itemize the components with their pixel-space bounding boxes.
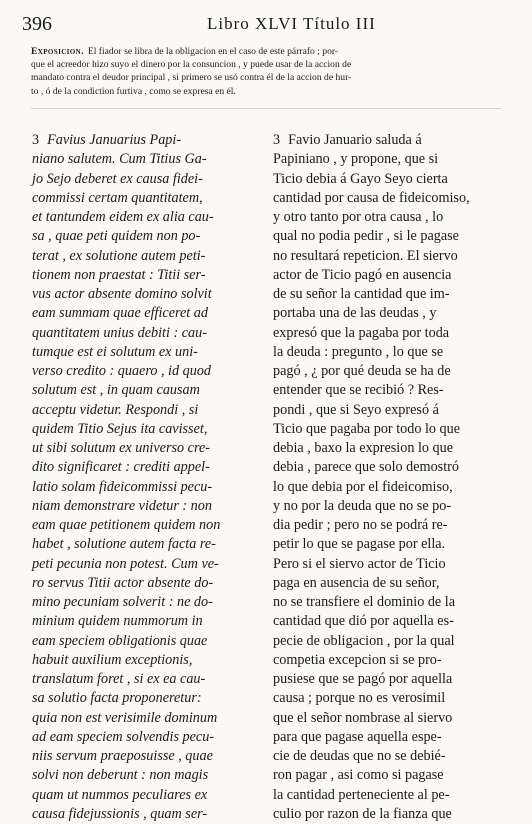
- latin-line: ut sibi solutum ex universo cre-: [32, 440, 210, 456]
- spanish-line: petir lo que se pagase por ella.: [273, 536, 446, 553]
- latin-line: solvi non deberunt : non magis: [32, 767, 209, 784]
- spanish-line: ron pagar , asi como si pagase: [273, 767, 444, 784]
- spanish-line-text: Favio Januario saluda á: [288, 132, 422, 148]
- latin-line: sa , quae peti quidem non po-: [32, 228, 201, 245]
- latin-line: solutum est , in quam causam: [32, 382, 200, 399]
- spanish-line: debia , baxo la expresion lo que: [273, 440, 454, 456]
- latin-line: niis servum praeposuisse , quae: [32, 748, 213, 764]
- latin-line: sa solutio facta proponeretur:: [32, 690, 202, 707]
- latin-line: verso credito : quaero , id quod: [32, 363, 212, 379]
- latin-line: eam quae petitionem quidem non: [32, 517, 221, 533]
- spanish-line: pusiese que se pagó por aquella: [273, 671, 453, 687]
- spanish-line: qual no podia pedir , si le pagase: [273, 228, 459, 245]
- exposition-line-2: que el acreedor hizo suyo el dinero por la consuncion , y puede usar de la accion de: [31, 59, 352, 71]
- page-number: 396: [22, 13, 52, 35]
- latin-line: terat , ex solutione autem peti-: [32, 247, 206, 264]
- latin-line: peti pecunia non potest. Cum ve-: [32, 555, 219, 572]
- spanish-line: Pero si el siervo actor de Ticio: [273, 555, 446, 572]
- spanish-line: cantidad por causa de fideicomiso,: [273, 189, 470, 206]
- exposition-line-1: El fiador se libra de la obligacion en el caso de este párrafo ; por-: [87, 46, 339, 57]
- spanish-line: actor de Ticio pagó en ausencia: [273, 266, 452, 283]
- running-title: Libro XLVI Título III: [207, 14, 376, 33]
- spanish-line: paga en ausencia de su señor,: [273, 574, 440, 591]
- spanish-line: y no por la deuda que no se po-: [273, 497, 452, 514]
- latin-column: [32, 131, 265, 824]
- latin-line: niam demonstrare videtur : non: [32, 497, 212, 514]
- exposition-heading: Exposicion.: [31, 46, 84, 57]
- latin-line: tionem non praestat : Titii ser-: [32, 266, 206, 283]
- latin-line: quidem Titio Sejus ita cavisset,: [32, 420, 208, 437]
- exposition-paragraph: [31, 45, 501, 98]
- spanish-line: lo que debia por el fideicomiso,: [273, 478, 453, 495]
- spanish-column: [273, 131, 485, 824]
- divider-rule: [31, 108, 501, 109]
- spanish-line: causa ; porque no es verosimil: [273, 690, 446, 707]
- latin-line: acceptu videtur. Respondi , si: [32, 401, 199, 418]
- latin-line: vus actor absente domino solvit: [32, 286, 212, 302]
- spanish-line: que el señor nombrase al siervo: [273, 709, 453, 726]
- latin-line: habuit auxilium exceptionis,: [32, 651, 193, 668]
- exposition-line-3: mandato contra el deudor principal , si primero se usó contra él de la accion de hur-: [31, 72, 352, 84]
- latin-line-text: Favius Januarius Papi-: [47, 132, 182, 148]
- spanish-line: entender que se recibió ? Res-: [273, 382, 444, 399]
- spanish-line: cantidad que dió por aquella es-: [273, 613, 454, 630]
- spanish-line: competia excepcion si se pro-: [273, 651, 442, 668]
- latin-line: minium quidem nummorum in: [32, 613, 203, 630]
- latin-line: mino pecuniam solverit : ne do-: [32, 594, 213, 610]
- latin-line: et tantundem eidem ex alia cau-: [32, 209, 214, 225]
- spanish-line: Ticio debia á Gayo Seyo cierta: [273, 170, 448, 187]
- spanish-line: la deuda : pregunto , lo que se: [273, 343, 444, 360]
- latin-line: quam ut nummos peculiares ex: [32, 786, 208, 803]
- latin-line: [32, 131, 265, 150]
- spanish-line: no resultará repeticion. El siervo: [273, 247, 458, 264]
- latin-line: ro servus Titii actor absente do-: [32, 574, 214, 591]
- page-header: [22, 13, 502, 37]
- latin-line: quia non est verisimile dominum: [32, 709, 218, 726]
- latin-line: causa fidejussionis , quam ser-: [32, 805, 208, 822]
- latin-line: dito significaret : crediti appel-: [32, 459, 210, 476]
- spanish-line: culio por razon de la fianza que: [273, 805, 452, 822]
- latin-line: eam summam quae efficeret ad: [32, 305, 208, 322]
- latin-line: latio solam fideicommissi pecu-: [32, 478, 213, 495]
- spanish-line: Ticio que pagaba por todo lo que: [273, 420, 461, 437]
- latin-line: tumque est ei solutum ex uni-: [32, 343, 198, 360]
- spanish-line: pecie de obligacion , por la qual: [273, 632, 455, 649]
- spanish-line: pondi , que si Seyo expresó á: [273, 401, 439, 418]
- spanish-paragraph-number: 3: [273, 132, 281, 148]
- spanish-line: dia pedir ; pero no se podrá re-: [273, 517, 448, 533]
- spanish-line: Papiniano , y propone, que si: [273, 151, 439, 168]
- latin-line: habet , solutione autem facta re-: [32, 536, 216, 553]
- spanish-line: pagó , ¿ por qué deuda se ha de: [273, 363, 451, 379]
- latin-line: ad eam speciem solvendis pecu-: [32, 728, 215, 745]
- spanish-line: expresó que la pagaba por toda: [273, 324, 450, 341]
- spanish-line: portaba una de las deudas , y: [273, 305, 437, 322]
- latin-line: eam speciem obligationis quae: [32, 632, 208, 649]
- spanish-line: cie de deudas que no se debié-: [273, 748, 446, 764]
- spanish-line: y otro tanto por otra causa , lo: [273, 209, 444, 225]
- latin-line: translatum foret , si ex ea cau-: [32, 671, 206, 687]
- latin-line: commissi certam quantitatem,: [32, 189, 203, 206]
- spanish-line: no se transfiere el dominio de la: [273, 594, 456, 610]
- spanish-line: [273, 131, 485, 150]
- latin-line: quantitatem unius debiti : cau-: [32, 324, 207, 341]
- spanish-line: la cantidad perteneciente al pe-: [273, 786, 450, 803]
- latin-line: jo Sejo deberet ex causa fidei-: [32, 170, 203, 187]
- spanish-line: debia , parece que solo demostró: [273, 459, 459, 476]
- latin-paragraph-number: 3: [32, 132, 40, 148]
- latin-line: niano salutem. Cum Titius Ga-: [32, 151, 207, 168]
- spanish-line: de su señor la cantidad que im-: [273, 286, 450, 302]
- exposition-line-4: to , ó de la condiction furtiva , como se expresa en él.: [31, 85, 236, 97]
- spanish-line: para que pagase aquella espe-: [273, 728, 442, 745]
